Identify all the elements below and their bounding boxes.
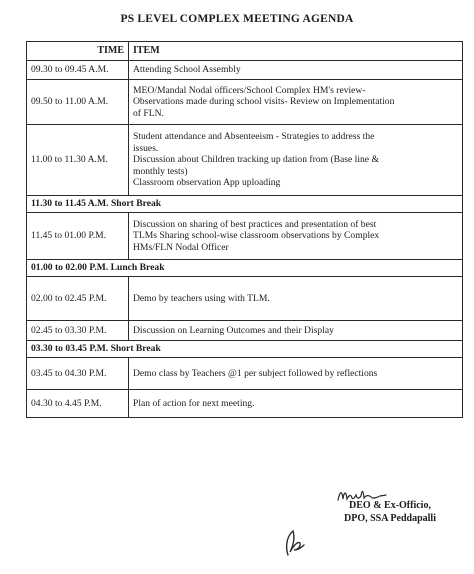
time-cell: 11.00 to 11.30 A.M. — [27, 125, 129, 196]
item-line: Discussion about Children tracking up dation from (Base line & — [133, 154, 379, 166]
agenda-row — [27, 61, 463, 80]
item-line: Student attendance and Absenteeism - Strategies to address the — [133, 131, 375, 143]
item-cell — [129, 358, 463, 390]
time-cell: 03.45 to 04.30 P.M. — [27, 358, 129, 390]
item-cell — [129, 213, 463, 260]
break-row — [27, 341, 463, 358]
time-cell: 09.30 to 09.45 A.M. — [27, 61, 129, 80]
signatory-office: DPO, SSA Peddapalli — [344, 512, 436, 524]
time-column-header: TIME — [27, 42, 129, 61]
item-line: TLMs Sharing school-wise classroom observations by Complex — [133, 230, 380, 242]
break-label: 01.00 to 02.00 P.M. Lunch Break — [27, 260, 463, 277]
time-cell: 04.30 to 4.45 P.M. — [27, 390, 129, 418]
agenda-body — [27, 61, 463, 418]
item-line: Attending School Assembly — [133, 64, 241, 76]
item-line: Discussion on sharing of best practices and presentation of best — [133, 218, 377, 230]
item-cell — [129, 390, 463, 418]
item-line: Observations made during school visits- Review on Implementation — [133, 96, 395, 108]
item-line: Demo class by Teachers @1 per subject followed by reflections — [133, 367, 378, 379]
item-cell — [129, 277, 463, 321]
item-line: of FLN. — [133, 107, 164, 119]
time-cell: 09.50 to 11.00 A.M. — [27, 80, 129, 125]
break-row — [27, 260, 463, 277]
agenda-row — [27, 390, 463, 418]
item-line: monthly tests) — [133, 165, 188, 177]
agenda-row — [27, 277, 463, 321]
handwritten-initial — [281, 528, 307, 558]
time-cell: 11.45 to 01.00 P.M. — [27, 213, 129, 260]
document-title: PS LEVEL COMPLEX MEETING AGENDA — [120, 13, 354, 25]
item-line: Plan of action for next meeting. — [133, 397, 255, 409]
agenda-row — [27, 321, 463, 341]
break-label: 11.30 to 11.45 A.M. Short Break — [27, 196, 463, 213]
item-cell — [129, 80, 463, 125]
agenda-row — [27, 358, 463, 390]
signatory-designation: DEO & Ex-Officio, — [349, 500, 431, 511]
item-line: MEO/Mandal Nodal officers/School Complex HM's review- — [133, 84, 366, 96]
item-line: Demo by teachers using with TLM. — [133, 292, 270, 304]
item-line: HMs/FLN Nodal Officer — [133, 241, 229, 253]
agenda-row — [27, 213, 463, 260]
item-line: issues. — [133, 142, 159, 154]
agenda-table — [26, 41, 463, 418]
signature-block — [310, 500, 470, 525]
item-cell — [129, 61, 463, 80]
item-line: Discussion on Learning Outcomes and their Display — [133, 324, 334, 336]
item-line: Classroom observation App uploading — [133, 177, 281, 189]
table-header-row — [27, 42, 463, 61]
time-cell: 02.00 to 02.45 P.M. — [27, 277, 129, 321]
item-cell — [129, 321, 463, 341]
break-label: 03.30 to 03.45 P.M. Short Break — [27, 341, 463, 358]
item-column-header: ITEM — [129, 42, 463, 61]
agenda-row — [27, 80, 463, 125]
item-cell — [129, 125, 463, 196]
agenda-row — [27, 125, 463, 196]
break-row — [27, 196, 463, 213]
time-cell: 02.45 to 03.30 P.M. — [27, 321, 129, 341]
